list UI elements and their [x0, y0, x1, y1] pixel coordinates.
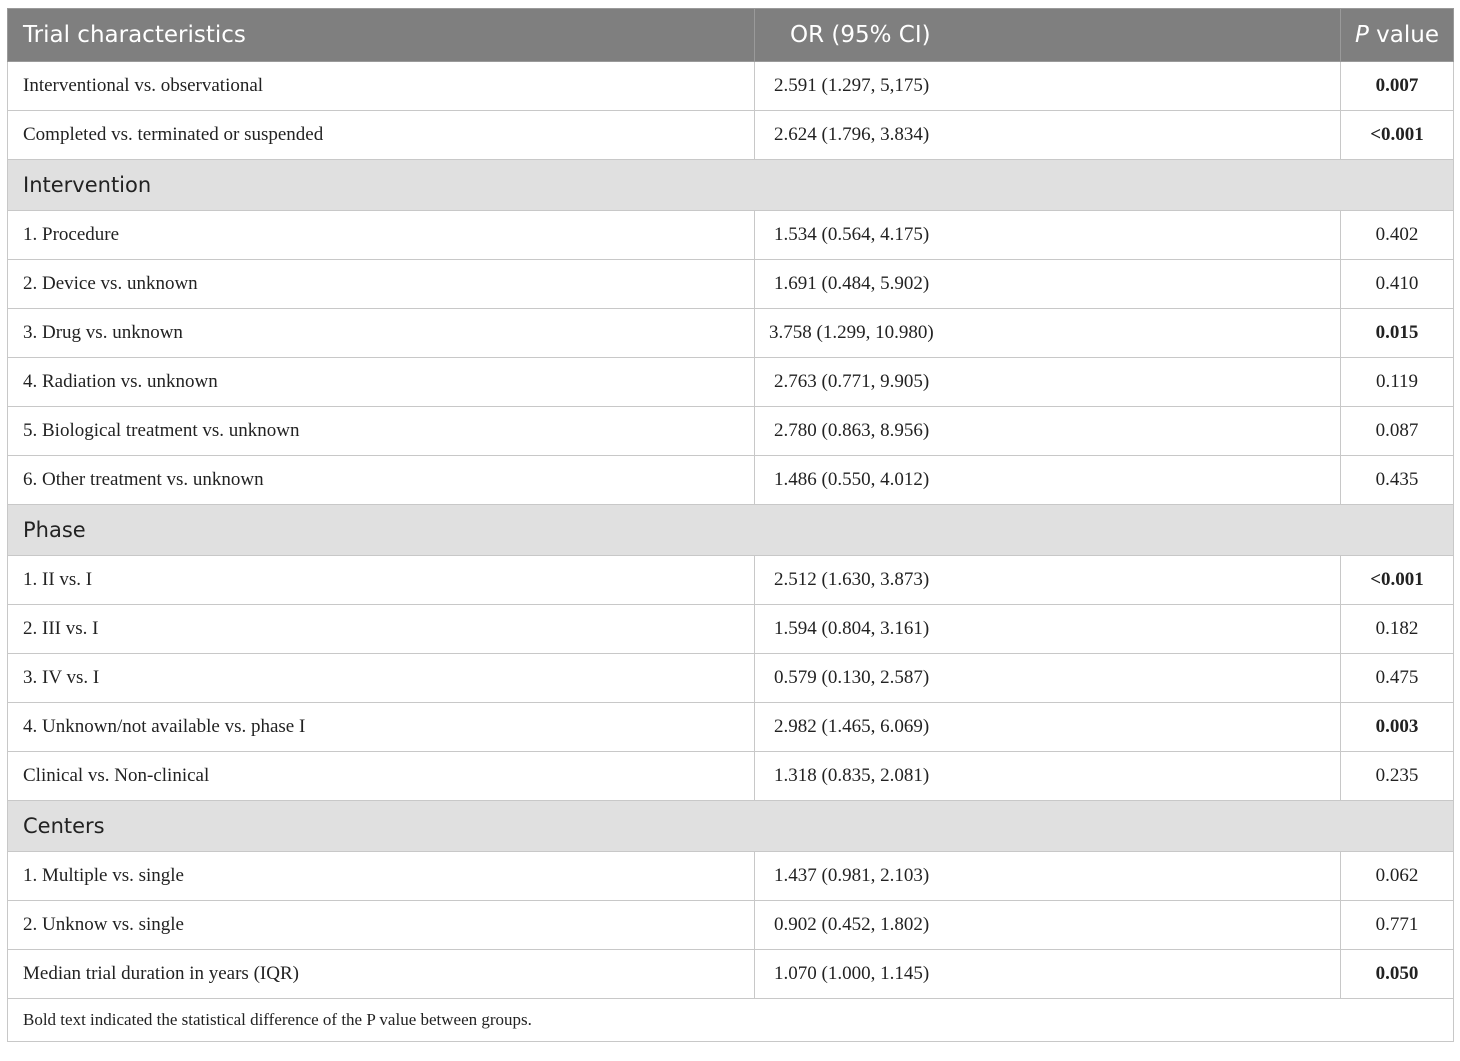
row-odds-ratio: 2.763 (0.771, 9.905): [755, 358, 1341, 407]
row-label: 4. Radiation vs. unknown: [8, 358, 755, 407]
table-row: [8, 654, 1454, 703]
header-row: [8, 9, 1454, 62]
row-label: 3. Drug vs. unknown: [8, 309, 755, 358]
row-odds-ratio: 1.318 (0.835, 2.081): [755, 752, 1341, 801]
row-label: 2. III vs. I: [8, 605, 755, 654]
header-p-letter: P: [1354, 22, 1369, 48]
row-odds-ratio: 1.594 (0.804, 3.161): [755, 605, 1341, 654]
row-odds-ratio: 2.591 (1.297, 5,175): [755, 62, 1341, 111]
row-p-value: <0.001: [1341, 556, 1454, 605]
table-row: [8, 752, 1454, 801]
section-row: [8, 505, 1454, 556]
row-p-value: 0.087: [1341, 407, 1454, 456]
row-odds-ratio: 1.070 (1.000, 1.145): [755, 950, 1341, 999]
section-row: [8, 801, 1454, 852]
row-p-value: 0.235: [1341, 752, 1454, 801]
row-p-value: 0.015: [1341, 309, 1454, 358]
row-odds-ratio: 2.780 (0.863, 8.956): [755, 407, 1341, 456]
table-row: [8, 852, 1454, 901]
table-body: [8, 62, 1454, 1042]
table-row: [8, 901, 1454, 950]
row-p-value: 0.050: [1341, 950, 1454, 999]
table-row: [8, 605, 1454, 654]
row-label: 2. Device vs. unknown: [8, 260, 755, 309]
row-odds-ratio: 2.982 (1.465, 6.069): [755, 703, 1341, 752]
row-p-value: 0.119: [1341, 358, 1454, 407]
section-label: Centers: [8, 801, 1454, 852]
row-odds-ratio: 2.512 (1.630, 3.873): [755, 556, 1341, 605]
table-row: [8, 556, 1454, 605]
row-label: 2. Unknow vs. single: [8, 901, 755, 950]
section-label: Phase: [8, 505, 1454, 556]
row-label: 6. Other treatment vs. unknown: [8, 456, 755, 505]
row-label: Median trial duration in years (IQR): [8, 950, 755, 999]
table-row: [8, 407, 1454, 456]
row-label: 1. Procedure: [8, 211, 755, 260]
row-odds-ratio: 0.579 (0.130, 2.587): [755, 654, 1341, 703]
row-p-value: 0.007: [1341, 62, 1454, 111]
row-p-value: 0.062: [1341, 852, 1454, 901]
table-row: [8, 703, 1454, 752]
header-or-ci: OR (95% CI): [755, 9, 1341, 62]
table-row: [8, 456, 1454, 505]
table-header: [8, 9, 1454, 62]
row-p-value: 0.475: [1341, 654, 1454, 703]
row-odds-ratio: 0.902 (0.452, 1.802): [755, 901, 1341, 950]
table-row: [8, 358, 1454, 407]
table-row: [8, 260, 1454, 309]
row-p-value: 0.410: [1341, 260, 1454, 309]
row-odds-ratio: 1.437 (0.981, 2.103): [755, 852, 1341, 901]
row-odds-ratio: 2.624 (1.796, 3.834): [755, 111, 1341, 160]
row-odds-ratio: 1.691 (0.484, 5.902): [755, 260, 1341, 309]
row-p-value: 0.003: [1341, 703, 1454, 752]
row-p-value: 0.182: [1341, 605, 1454, 654]
row-odds-ratio: 1.486 (0.550, 4.012): [755, 456, 1341, 505]
results-table-container: [7, 8, 1453, 1042]
row-label: 5. Biological treatment vs. unknown: [8, 407, 755, 456]
table-row: [8, 211, 1454, 260]
footnote-row: [8, 999, 1454, 1042]
row-label: 3. IV vs. I: [8, 654, 755, 703]
row-odds-ratio: 1.534 (0.564, 4.175): [755, 211, 1341, 260]
table-row: [8, 950, 1454, 999]
table-row: [8, 62, 1454, 111]
section-row: [8, 160, 1454, 211]
row-p-value: 0.402: [1341, 211, 1454, 260]
row-label: Interventional vs. observational: [8, 62, 755, 111]
section-label: Intervention: [8, 160, 1454, 211]
row-p-value: 0.435: [1341, 456, 1454, 505]
table-row: [8, 111, 1454, 160]
row-label: Completed vs. terminated or suspended: [8, 111, 755, 160]
row-label: 4. Unknown/not available vs. phase I: [8, 703, 755, 752]
header-trial-characteristics: Trial characteristics: [8, 9, 755, 62]
table-row: [8, 309, 1454, 358]
header-p-value: [1341, 9, 1454, 62]
row-label: 1. II vs. I: [8, 556, 755, 605]
trial-characteristics-table: [7, 8, 1454, 1042]
row-p-value: <0.001: [1341, 111, 1454, 160]
table-footnote: Bold text indicated the statistical difference of the P value between groups.: [8, 999, 1454, 1042]
header-value-word: value: [1368, 22, 1439, 48]
row-p-value: 0.771: [1341, 901, 1454, 950]
row-label: 1. Multiple vs. single: [8, 852, 755, 901]
row-odds-ratio: 3.758 (1.299, 10.980): [755, 309, 1341, 358]
row-label: Clinical vs. Non-clinical: [8, 752, 755, 801]
